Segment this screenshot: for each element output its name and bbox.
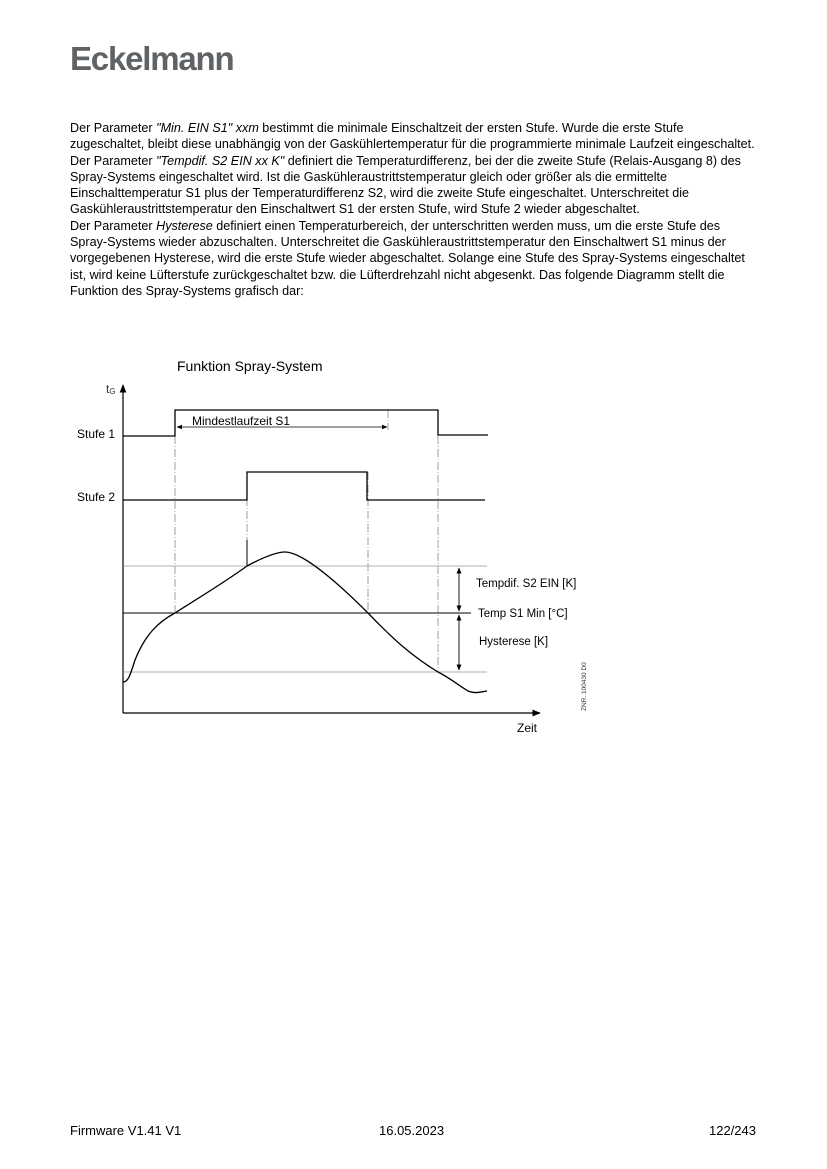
paragraph-hysterese: Der Parameter Hysterese definiert einen Temperaturbereich, der unterschritten werden muss, um die erste Stufe des Spray-Systems wieder abzuschalten. Unterschreitet die Gaskühleraustrittstemperatur den Einschaltwert S1 minus der vorgegebenen Hysterese, wird die erste Stufe wieder abgeschaltet. Solange eine Stufe des Spray-Systems eingeschaltet ist, wird keine Lüfterstufe zurückgeschaltet bzw. die Lüfterdrehzahl nicht abgesenkt. Das folgende Diagramm stellt die Funktion des Spray-Systems grafisch dar: — [70, 218, 745, 298]
stage2-signal — [123, 472, 485, 500]
min-runtime-label: Mindestlaufzeit S1 — [192, 414, 291, 428]
stage1-label: Stufe 1 — [77, 427, 116, 441]
temp-s1-label: Temp S1 Min [°C] — [478, 608, 568, 620]
y-axis-label: tG — [106, 382, 116, 396]
paragraph-tempdif-s2: Der Parameter "Tempdif. S2 EIN xx K" definiert die Temperaturdifferenz, bei der die zweite Stufe (Relais-Ausgang 8) des Spray-Systems eingeschaltet wird. Ist die Gaskühleraustrittstemperatur gleich oder größer als die ermittelte Einschalttemperatur S1 plus der Temperaturdifferenz S2, wird die zweite Stufe eingeschaltet. Unterschreitet die Gaskühleraustrittstemperatur den Einschaltwert S1 der ersten Stufe, wird Stufe 2 wieder abgeschaltet. — [70, 153, 741, 217]
stage2-label: Stufe 2 — [77, 490, 116, 504]
eckelmann-logo: Eckelmann — [70, 40, 234, 77]
parameter-name: "Min. EIN S1" xxm — [156, 121, 259, 135]
footer-firmware: Firmware V1.41 V1 — [70, 1123, 182, 1138]
parameter-name: "Tempdif. S2 EIN xx K" — [156, 153, 285, 168]
diagram-title: Funktion Spray-System — [177, 358, 323, 374]
spray-system-diagram — [60, 350, 620, 750]
drawing-number: ZNR. 100430 D0 — [581, 662, 588, 711]
parameter-name: Hysterese — [156, 218, 213, 233]
temperature-curve — [123, 552, 487, 693]
tempdif-label: Tempdif. S2 EIN [K] — [476, 578, 577, 590]
body-text — [70, 120, 760, 299]
guide-lines — [175, 410, 438, 672]
footer-date: 16.05.2023 — [379, 1123, 445, 1138]
footer-page-number: 122/243 — [709, 1123, 756, 1138]
paragraph-min-ein-s1: Der Parameter "Min. EIN S1" xxm bestimmt die minimale Einschaltzeit der ersten Stufe. Wurde die erste Stufe zugeschaltet, bleibt diese unabhängig von der Gaskühlertemperatur für die programmierte minimale Laufzeit eingeschaltet. — [70, 121, 755, 152]
x-axis-label: Zeit — [517, 721, 538, 735]
hysteresis-label: Hysterese [K] — [479, 636, 549, 648]
stage1-signal — [123, 410, 488, 436]
